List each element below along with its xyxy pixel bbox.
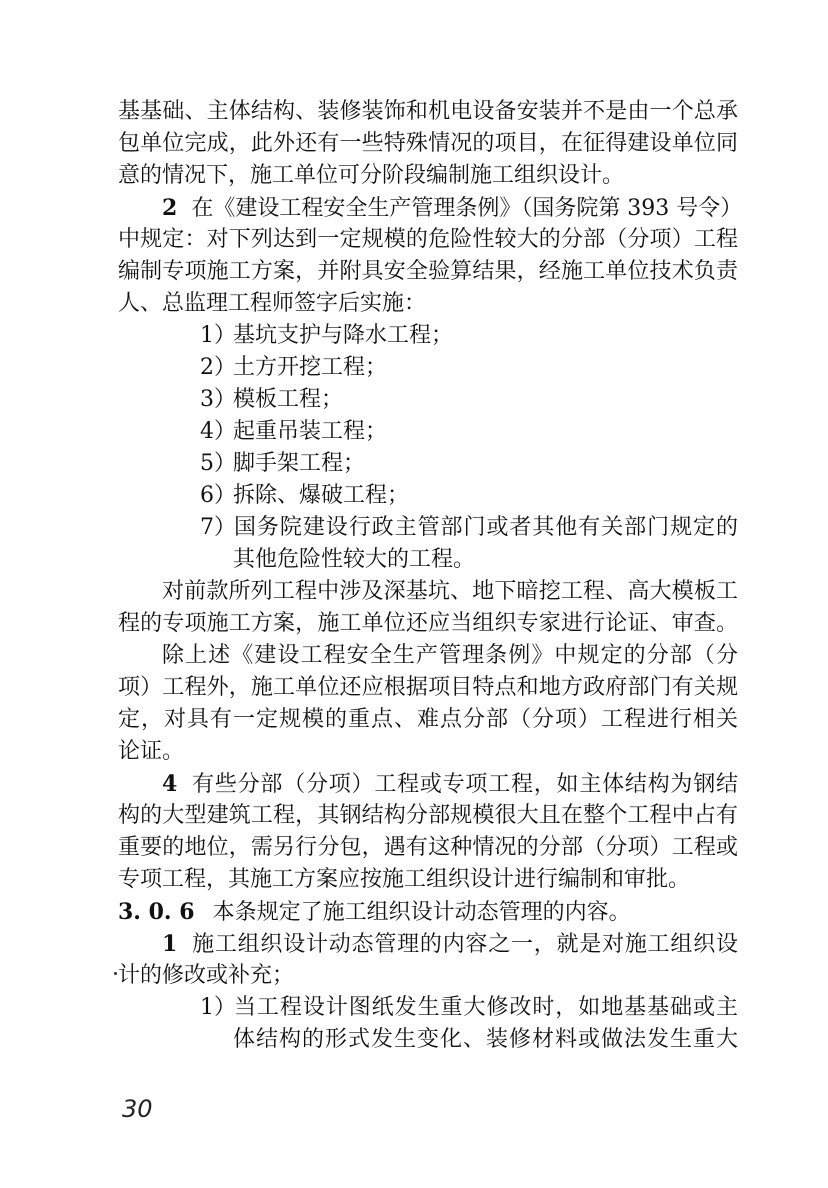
item-text: 起重吊装工程； bbox=[233, 419, 388, 444]
text-line: 意的情况下，施工单位可分阶段编制施工组织设计。 bbox=[118, 163, 625, 188]
text-line: 其他危险性较大的工程。 bbox=[233, 547, 476, 572]
text-line: 计的修改或补充； bbox=[118, 963, 295, 988]
text-span: 施工组织设计动态管理的内容之一，就是对施工组织设 bbox=[191, 932, 738, 957]
section-number: 3. 0. 6 bbox=[118, 899, 195, 925]
item-text: 基坑支护与降水工程； bbox=[233, 323, 454, 348]
item-text: 土方开挖工程； bbox=[233, 355, 388, 380]
item-text: 国务院建设行政主管部门或者其他有关部门规定的 bbox=[233, 515, 738, 540]
text-span: 本条规定了施工组织设计动态管理的内容。 bbox=[212, 900, 631, 925]
text-line: 程的专项施工方案，施工单位还应当组织专家进行论证、审查。 bbox=[118, 611, 738, 636]
scan-dot bbox=[114, 972, 117, 975]
list-item bbox=[200, 352, 738, 384]
list-item bbox=[200, 416, 738, 448]
text-line: 体结构的形式发生变化、装修材料或做法发生重大 bbox=[233, 1027, 738, 1052]
text-line: 除上述《建设工程安全生产管理条例》中规定的分部（分 bbox=[162, 643, 738, 668]
text-line: 人、总监理工程师签字后实施： bbox=[118, 291, 427, 316]
text-line: 构的大型建筑工程，其钢结构分部规模很大且在整个工程中占有 bbox=[118, 803, 738, 828]
paragraph-number: 4 bbox=[162, 771, 178, 797]
text-line: 定，对具有一定规模的重点、难点分部（分项）工程进行相关 bbox=[118, 707, 738, 732]
list-item bbox=[200, 992, 738, 1024]
text-line: 包单位完成，此外还有一些特殊情况的项目，在征得建设单位同 bbox=[118, 131, 738, 156]
text-line: 论证。 bbox=[118, 739, 185, 764]
text-span: 在《建设工程安全生产管理条例》（国务院第 393 号令） bbox=[191, 196, 743, 221]
list-item bbox=[200, 320, 738, 352]
item-number: 2） bbox=[200, 355, 236, 380]
list-item bbox=[200, 512, 738, 544]
text-line: 对前款所列工程中涉及深基坑、地下暗挖工程、高大模板工 bbox=[162, 579, 738, 604]
list-item bbox=[200, 448, 738, 480]
item-text: 拆除、爆破工程； bbox=[233, 483, 410, 508]
item-text: 模板工程； bbox=[233, 387, 344, 412]
section-heading bbox=[118, 896, 738, 929]
item-number: 6） bbox=[200, 483, 236, 508]
text-line: 基基础、主体结构、装修装饰和机电设备安装并不是由一个总承 bbox=[118, 99, 738, 124]
text-line: 编制专项施工方案，并附具安全验算结果，经施工单位技术负责 bbox=[118, 259, 738, 284]
list-item bbox=[200, 480, 738, 512]
text-line: 重要的地位，需另行分包，遇有这种情况的分部（分项）工程或 bbox=[118, 835, 738, 860]
item-text: 脚手架工程； bbox=[233, 451, 366, 476]
text-line: 中规定：对下列达到一定规模的危险性较大的分部（分项）工程 bbox=[118, 227, 738, 252]
item-number: 5） bbox=[200, 451, 236, 476]
text-span: 有些分部（分项）工程或专项工程，如主体结构为钢结 bbox=[191, 772, 738, 797]
item-number: 7） bbox=[200, 515, 236, 540]
text-line: 项）工程外，施工单位还应根据项目特点和地方政府部门有关规 bbox=[118, 675, 738, 700]
page-number: 30 bbox=[122, 1095, 153, 1123]
text-line: 专项工程，其施工方案应按施工组织设计进行编制和审批。 bbox=[118, 867, 691, 892]
paragraph-number: 2 bbox=[162, 195, 178, 221]
paragraph-number: 1 bbox=[162, 931, 178, 957]
item-number: 1） bbox=[200, 323, 236, 348]
item-number: 4） bbox=[200, 419, 236, 444]
paragraph-4-first-line bbox=[162, 768, 738, 801]
item-number: 1） bbox=[200, 995, 236, 1020]
paragraph-2-first-line bbox=[162, 192, 743, 225]
list-item bbox=[200, 384, 738, 416]
subparagraph-1-first-line bbox=[162, 928, 738, 961]
item-number: 3） bbox=[200, 387, 236, 412]
item-text: 当工程设计图纸发生重大修改时，如地基基础或主 bbox=[233, 995, 738, 1020]
